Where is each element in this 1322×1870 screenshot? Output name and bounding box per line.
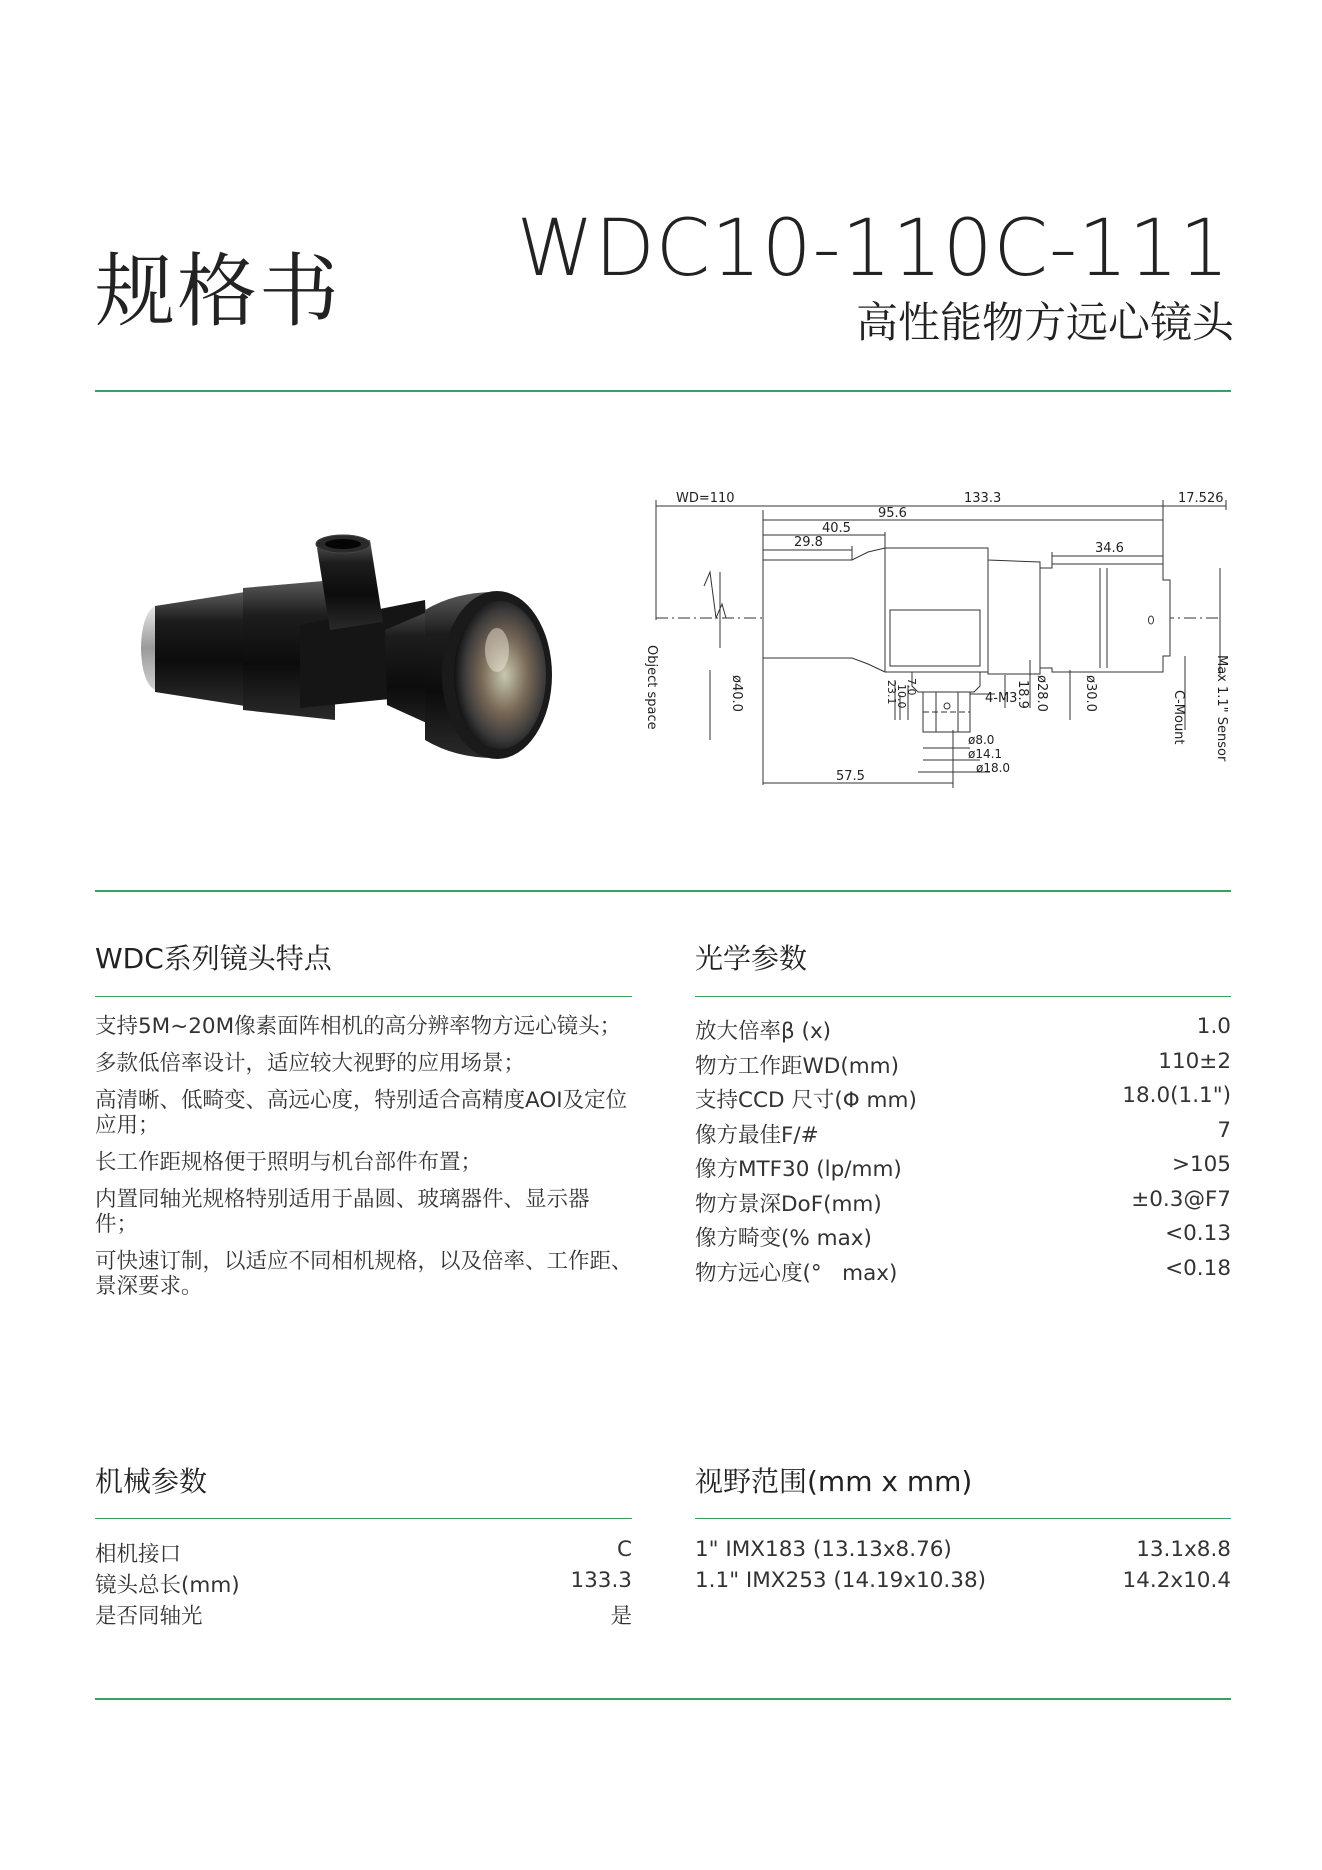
param-value: >105 — [1171, 1152, 1231, 1177]
dim-m3: 4-M3 — [985, 691, 1018, 706]
param-value: <0.18 — [1165, 1255, 1231, 1281]
sensor-name: 1" IMX183 (13.13x8.76) — [695, 1537, 952, 1562]
dim-mount: 17.526 — [1178, 491, 1224, 506]
feature-item: 多款低倍率设计，适应较大视野的应用场景； — [95, 1051, 526, 1076]
footer-divider — [95, 1698, 1231, 1700]
table-row — [95, 1568, 632, 1599]
dim-346: 34.6 — [1095, 541, 1124, 556]
table-row — [695, 1187, 1231, 1222]
dim-575: 57.5 — [836, 769, 865, 784]
dim-phi40: ø40.0 — [729, 675, 744, 712]
param-value: C — [616, 1537, 632, 1562]
features-rule — [95, 996, 632, 997]
table-row — [695, 1537, 1231, 1568]
dim-phi28: ø28.0 — [1034, 675, 1049, 712]
optical-title: 光学参数 — [695, 942, 808, 975]
param-value: <0.13 — [1165, 1221, 1231, 1246]
table-row — [695, 1118, 1231, 1153]
optical-table — [695, 1014, 1231, 1290]
header-divider — [95, 390, 1231, 392]
dim-70: 7.0 — [905, 678, 918, 696]
param-name: 支持CCD 尺寸(Φ mm) — [695, 1088, 917, 1113]
model-name: WDC10-110C-111 — [516, 204, 1230, 294]
sensor-label: Max 1.1" Sensor — [1214, 655, 1229, 762]
features-title: WDC系列镜头特点 — [95, 942, 332, 975]
fov-table — [695, 1537, 1231, 1599]
object-space-label: Object space — [644, 645, 659, 730]
section-divider — [95, 890, 1231, 892]
param-name: 像方MTF30 (lp/mm) — [695, 1157, 902, 1182]
param-name: 放大倍率β (x) — [695, 1019, 832, 1044]
mechanical-table — [95, 1537, 632, 1630]
dim-231: 23.1 — [885, 680, 898, 705]
table-row — [695, 1568, 1231, 1599]
dim-phi30: ø30.0 — [1083, 675, 1098, 712]
mechanical-title: 机械参数 — [95, 1465, 208, 1498]
table-row — [695, 1152, 1231, 1187]
optical-rule — [695, 996, 1231, 997]
param-name: 物方远心度(° max) — [695, 1260, 898, 1286]
param-name: 像方畸变(% max) — [695, 1226, 872, 1251]
param-name: 相机接口 — [95, 1542, 182, 1567]
feature-item: 内置同轴光规格特别适用于晶圆、玻璃器件、显示器件； — [95, 1187, 590, 1237]
feature-item: 可快速订制，以适应不同相机规格，以及倍率、工作距、景深要求。 — [95, 1249, 633, 1299]
fov-rule — [695, 1518, 1231, 1519]
fov-value: 14.2x10.4 — [1122, 1568, 1231, 1593]
table-row — [695, 1083, 1231, 1118]
model-subtitle: 高性能物方远心镜头 — [855, 298, 1234, 347]
table-row — [695, 1014, 1231, 1049]
dim-phi18: ø18.0 — [976, 761, 1011, 775]
dimension-drawing — [640, 480, 1240, 790]
sensor-name: 1.1" IMX253 (14.19x10.38) — [695, 1568, 987, 1593]
dim-total: 133.3 — [964, 491, 1002, 506]
param-value: ±0.3@F7 — [1131, 1186, 1231, 1212]
table-row — [95, 1537, 632, 1568]
feature-item: 长工作距规格便于照明与机台部件布置； — [95, 1150, 483, 1175]
param-name: 是否同轴光 — [95, 1604, 203, 1629]
param-value: 18.0(1.1") — [1122, 1083, 1231, 1108]
lens-photo — [125, 530, 585, 775]
table-row — [95, 1599, 632, 1630]
dim-phi8: ø8.0 — [968, 733, 995, 747]
param-value: 是 — [610, 1604, 632, 1629]
fov-title: 视野范围(mm x mm) — [695, 1465, 973, 1498]
param-name: 像方最佳F/# — [695, 1122, 819, 1148]
feature-item: 支持5M~20M像素面阵相机的高分辨率物方远心镜头； — [95, 1014, 622, 1039]
dim-100: 10.0 — [895, 684, 908, 709]
table-row — [695, 1221, 1231, 1256]
table-row — [695, 1049, 1231, 1084]
param-value: 7 — [1217, 1117, 1231, 1143]
dim-298: 29.8 — [794, 535, 823, 550]
feature-item: 高清晰、低畸变、高远心度，特别适合高精度AOI及定位应用； — [95, 1088, 628, 1138]
fov-value: 13.1x8.8 — [1136, 1537, 1231, 1562]
param-value: 1.0 — [1196, 1014, 1231, 1039]
dim-405: 40.5 — [822, 521, 851, 536]
dim-189: 18.9 — [1015, 680, 1030, 709]
param-name: 物方景深DoF(mm) — [695, 1191, 882, 1217]
table-row — [695, 1256, 1231, 1291]
param-value: 110±2 — [1158, 1048, 1231, 1074]
param-name: 镜头总长(mm) — [95, 1573, 240, 1598]
param-value: 133.3 — [570, 1568, 632, 1593]
mechanical-rule — [95, 1518, 632, 1519]
cmount-label: C-Mount — [1171, 690, 1186, 745]
dim-wd: WD=110 — [676, 491, 735, 506]
param-name: 物方工作距WD(mm) — [695, 1053, 899, 1079]
dim-956: 95.6 — [878, 506, 907, 521]
features-list — [95, 1014, 655, 1311]
dim-phi141: ø14.1 — [968, 747, 1003, 761]
page-title: 规格书 — [95, 245, 341, 338]
